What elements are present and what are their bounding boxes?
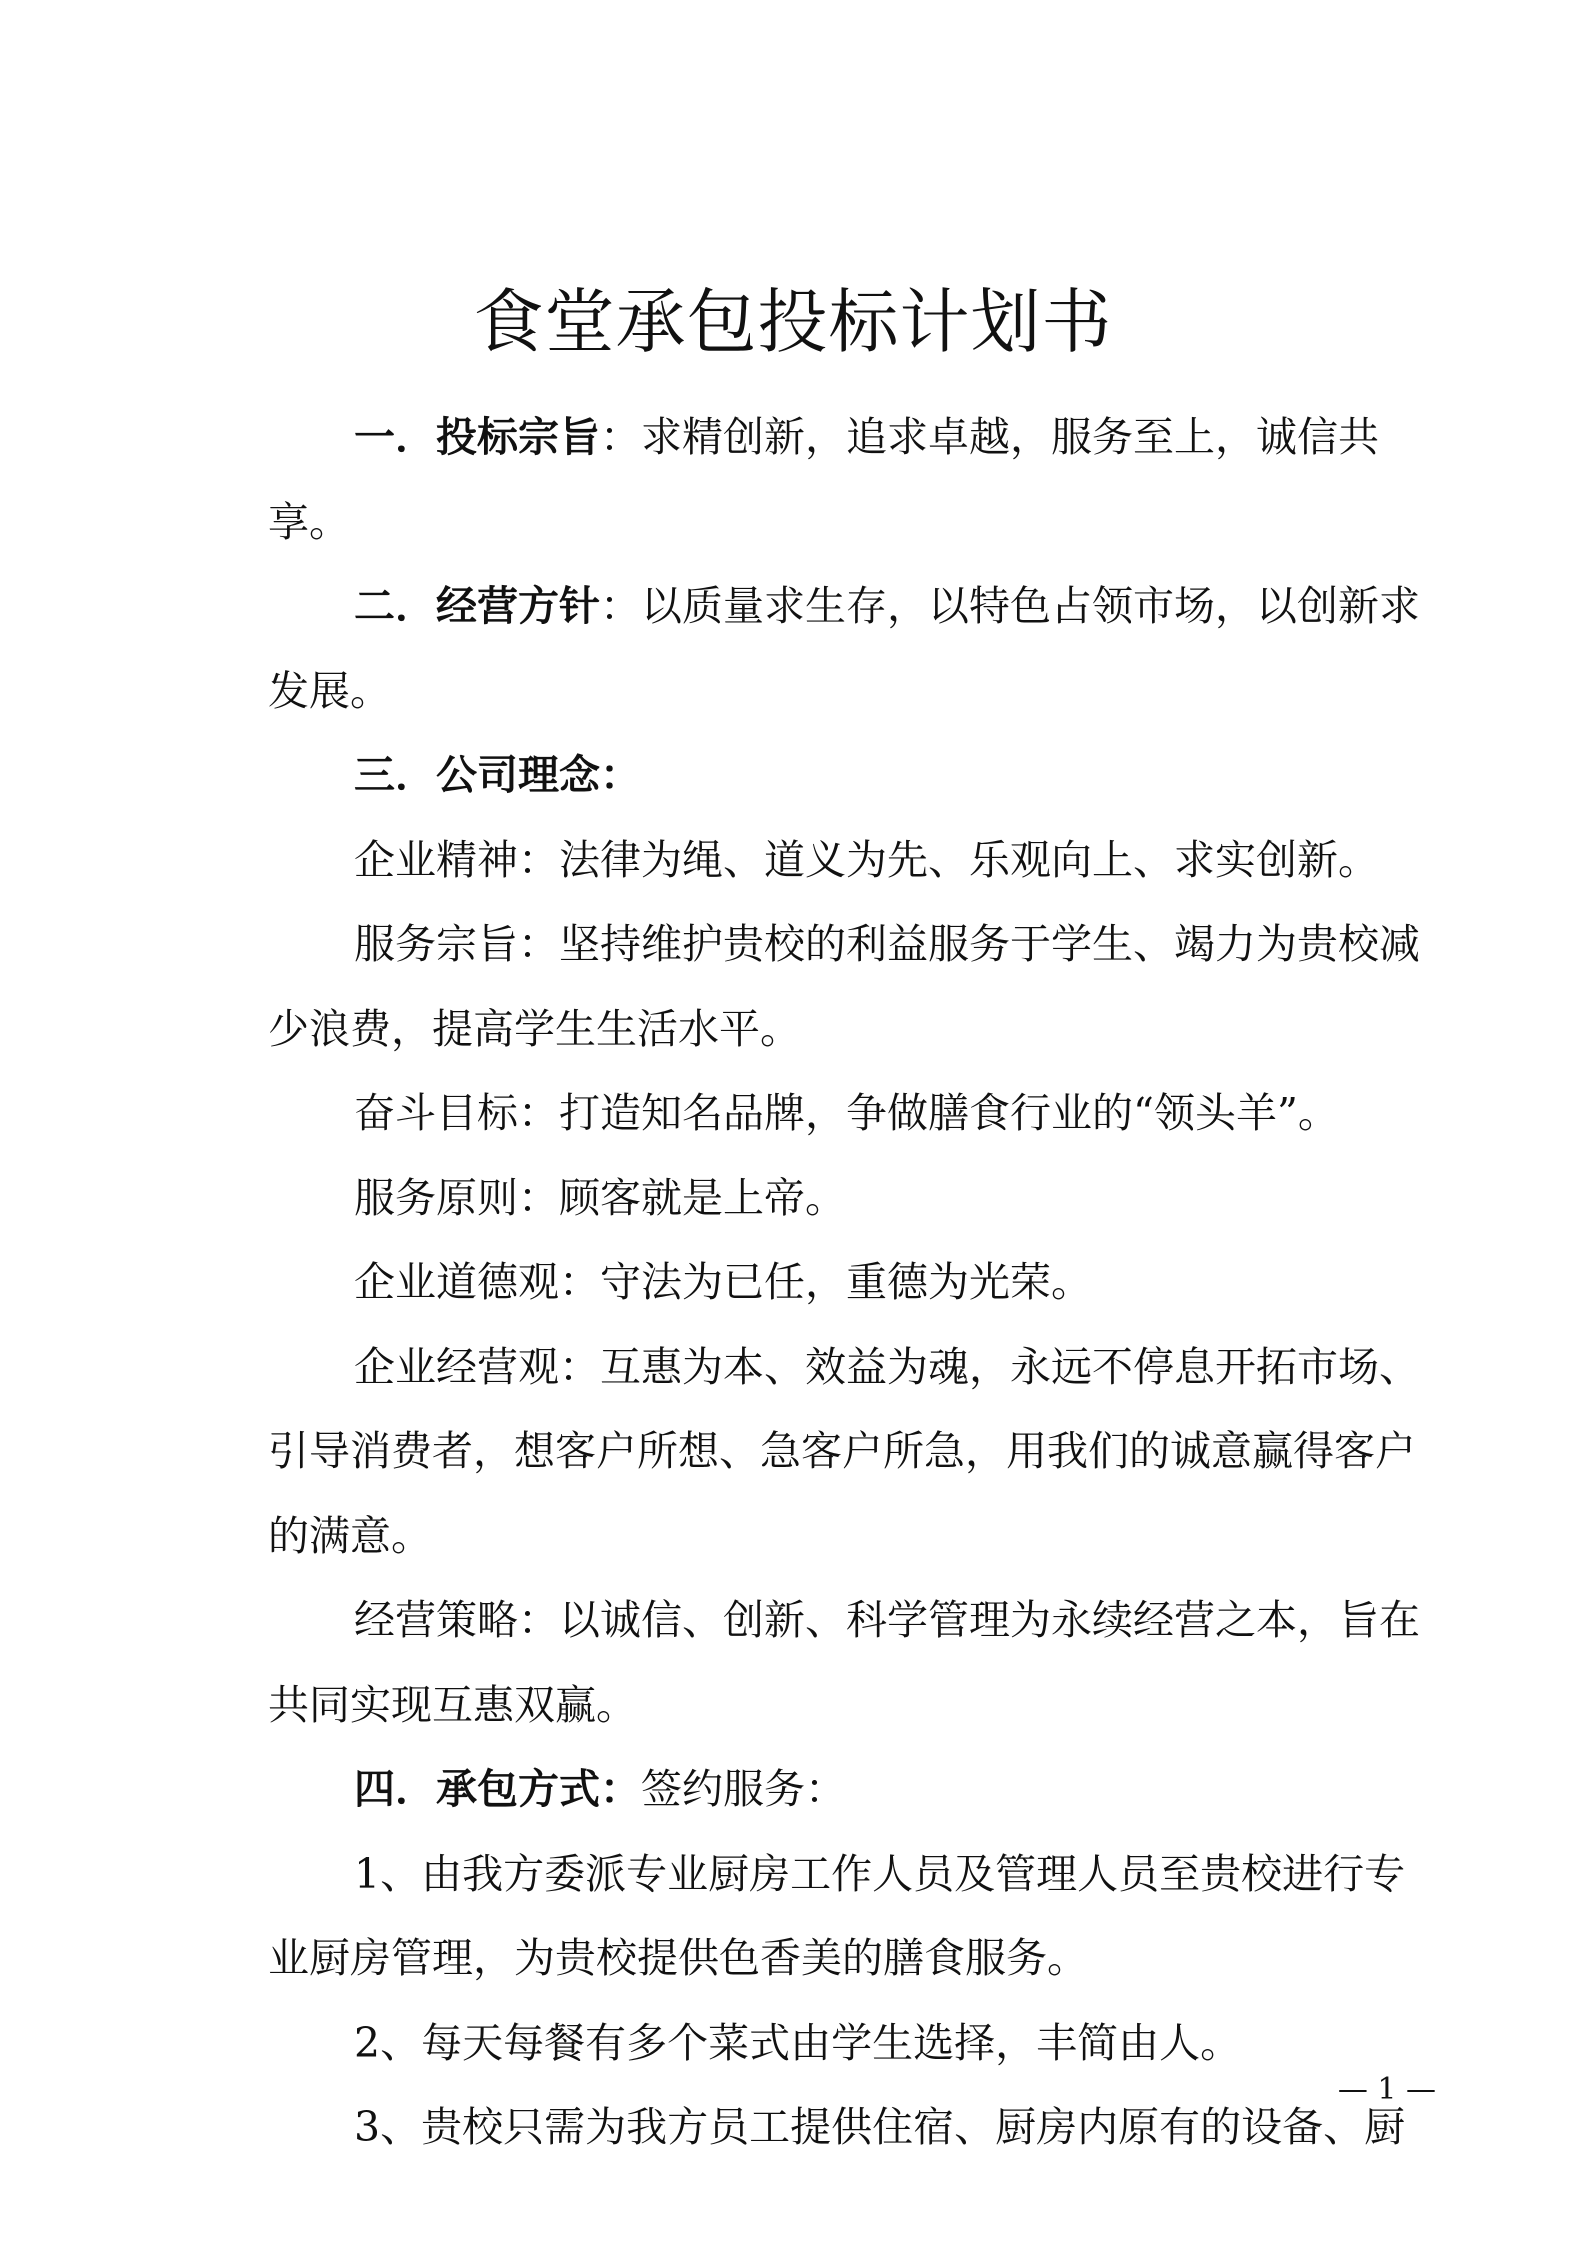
document-title: 食堂承包投标计划书 bbox=[473, 281, 1113, 363]
paragraph bbox=[268, 2001, 1440, 2086]
paragraph-text: 签约服务： bbox=[641, 1765, 846, 1813]
document-body bbox=[268, 395, 1440, 2170]
paragraph bbox=[268, 733, 1440, 818]
paragraph-text: 经营策略：以诚信、创新、科学管理为永续经营之本，旨在共同实现互惠双赢。 bbox=[268, 1596, 1420, 1729]
paragraph-text: 3、贵校只需为我方员工提供住宿、厨房内原有的设备、厨 bbox=[354, 2103, 1406, 2151]
paragraph bbox=[268, 1325, 1440, 1579]
paragraph-text: 服务原则：顾客就是上帝。 bbox=[354, 1173, 846, 1222]
paragraph bbox=[268, 1578, 1440, 1747]
paragraph-text: 奋斗目标：打造知名品牌，争做膳食行业的“领头羊”。 bbox=[354, 1089, 1339, 1137]
paragraph bbox=[268, 902, 1440, 1071]
paragraph-text: 2、每天每餐有多个菜式由学生选择，丰简由人。 bbox=[354, 2018, 1242, 2067]
paragraph-text: 企业精神：法律为绳、道义为先、乐观向上、求实创新。 bbox=[354, 835, 1379, 884]
paragraph bbox=[268, 1832, 1440, 2001]
page-number: — 1 — bbox=[1337, 2072, 1436, 2107]
paragraph-text: 服务宗旨：坚持维护贵校的利益服务于学生、竭力为贵校减少浪费，提高学生生活水平。 bbox=[268, 920, 1420, 1053]
section-heading: 三．公司理念： bbox=[354, 751, 641, 799]
paragraph-text: ：以质量求生存，以特色占领市场，以创新求发展。 bbox=[268, 582, 1420, 715]
paragraph bbox=[268, 564, 1440, 733]
paragraph bbox=[268, 2085, 1440, 2170]
paragraph-text: 企业经营观：互惠为本、效益为魂，永远不停息开拓市场、引导消费者，想客户所想、急客户所急，用我们的诚意赢得客户的满意。 bbox=[268, 1342, 1420, 1560]
section-heading: 二．经营方针 bbox=[354, 582, 600, 630]
section-heading: 一．投标宗旨 bbox=[354, 413, 600, 461]
section-heading: 四．承包方式： bbox=[354, 1765, 641, 1813]
paragraph bbox=[268, 1071, 1440, 1156]
paragraph bbox=[268, 395, 1440, 564]
paragraph bbox=[268, 1156, 1440, 1241]
paragraph bbox=[268, 1240, 1440, 1325]
paragraph-text: 1、由我方委派专业厨房工作人员及管理人员至贵校进行专业厨房管理，为贵校提供色香美的膳食服务。 bbox=[268, 1849, 1406, 1982]
paragraph bbox=[268, 818, 1440, 903]
paragraph-text: 企业道德观：守法为已任，重德为光荣。 bbox=[354, 1258, 1092, 1306]
paragraph-text: ：求精创新，追求卓越，服务至上，诚信共享。 bbox=[268, 413, 1379, 546]
paragraph bbox=[268, 1747, 1440, 1832]
